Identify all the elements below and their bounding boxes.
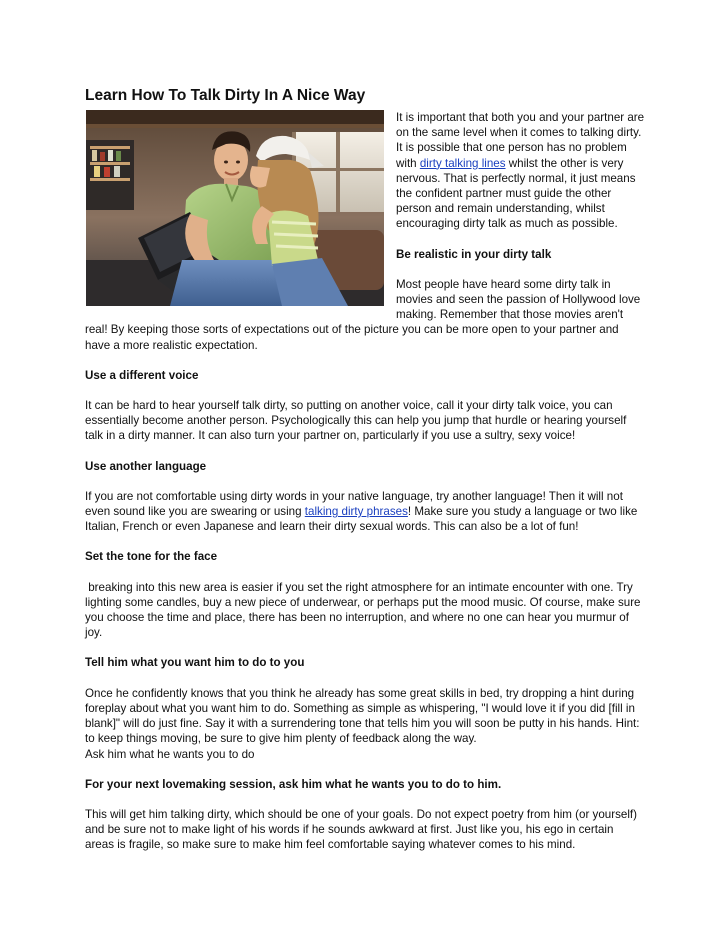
dirty-talking-lines-link[interactable]: dirty talking lines (419, 156, 506, 170)
ask-him-line: Ask him what he wants you to do (85, 747, 255, 761)
paragraph-tell-him: Once he confidently knows that you think he already has some great skills in bed, try dropping a hint during foreplay about what you want him to do. Something as simple as whispering, "I would love it if you did [fill in blank]" will do just fine. Say it with a surrendering tone that tells him you will soon be putty in his hands. Hint: to keep things moving, be sure to give him plenty of feedback along the way. Ask him what he wants you to do (85, 686, 640, 761)
couple-laptop-illustration (86, 110, 384, 306)
intro-paragraph: It is important that both you and your partner are on the same level when it comes to talking dirty. It is possible that one person has no problem with dirty talking lines whilst the other is very nervous. That is perfectly normal, it just means the confident partner must guide the other person and remain understanding, whilst encouraging dirty talk as much as possible. (396, 111, 645, 231)
paragraph-be-realistic: Most people have heard some dirty talk in movies and seen the passion of Hollywood love making. Remember that those movies aren't real! By keeping those sorts of expectations out of the picture you can be more open to your partner and have a more realistic expectation. (85, 277, 641, 352)
paragraph-set-tone: breaking into this new area is easier if you set the right atmosphere for an intimate encounter with one. Try lighting some candles, buy a new piece of underwear, or perhaps put the mood music. Of course, make sure you choose the time and place, there has been no interruption, and where no one can hear you murmur of joy. (85, 580, 644, 640)
heading-different-voice: Use a different voice (85, 368, 199, 382)
heading-set-tone: Set the tone for the face (85, 550, 218, 564)
heading-tell-him: Tell him what you want him to do to you (85, 656, 305, 670)
talking-dirty-phrases-link[interactable]: talking dirty phrases (304, 505, 408, 519)
page-title: Learn How To Talk Dirty In A Nice Way (85, 87, 366, 104)
paragraph-different-voice: It can be hard to hear yourself talk dirty, so putting on another voice, call it your dirty talk voice, you can essentially become another person. Psychologically this can help you jump that hurdle or hearing yourself talk in a dirty manner. It can also turn your partner on, particularly if you use a sultry, sexy voice! (85, 399, 627, 443)
document-page (85, 86, 645, 853)
heading-another-language: Use another language (85, 459, 207, 473)
paragraph-next-session: This will get him talking dirty, which should be one of your goals. Do not expect poetry from him (or yourself) and be sure not to make light of his words if he sounds awkward at first. Just like you, his ego in certain areas is fragile, so make sure to make him feel comfortable saying whatever comes to his mind. (85, 807, 638, 852)
heading-be-realistic: Be realistic in your dirty talk (396, 247, 552, 261)
heading-next-session: For your next lovemaking session, ask him what he wants you to do to him. (85, 777, 502, 791)
couple-laptop-photo (86, 110, 384, 306)
paragraph-another-language: If you are not comfortable using dirty words in your native language, try another language! Then it will not even sound like you are swearing or using talking dirty phrases! Make sure you study a language or two like Italian, French or even Japanese and learn their dirty sexual words. This can also be a lot of fun! (85, 489, 638, 534)
